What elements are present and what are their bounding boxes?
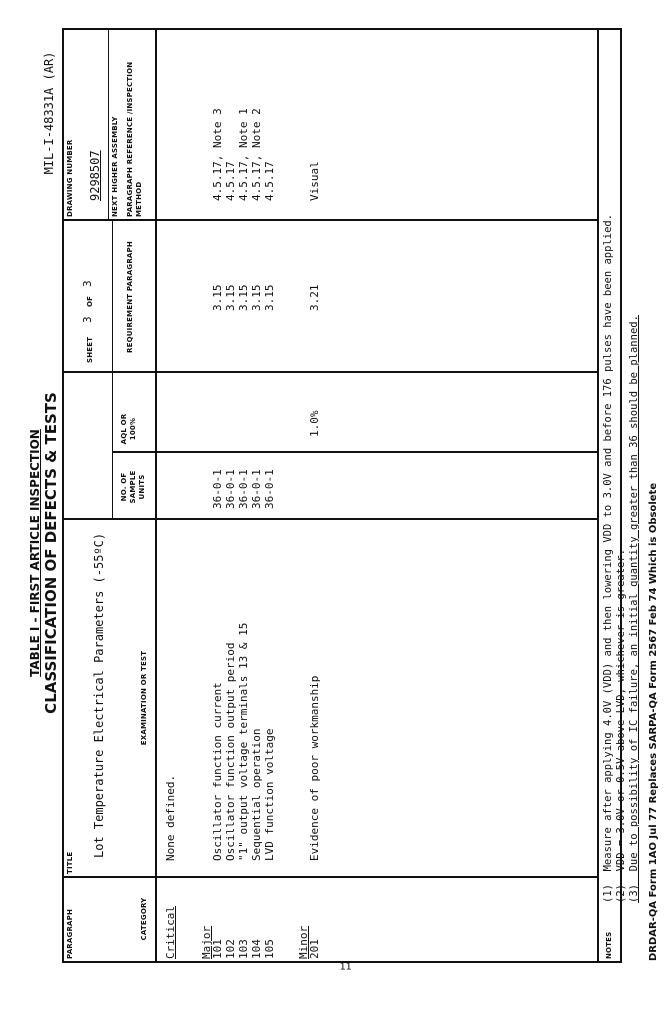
table-row-req: 3.15 bbox=[263, 284, 276, 311]
table-row-cat: 101 bbox=[211, 939, 224, 959]
major-heading: Major bbox=[200, 925, 213, 959]
table-row-cat: 201 bbox=[308, 939, 321, 959]
table-row-exam: LVD function voltage bbox=[263, 728, 276, 861]
table-row-ref: 4.5.17, Note 1 bbox=[237, 108, 250, 201]
table-row-ref: 4.5.17 bbox=[263, 161, 276, 201]
drawing-number-label: DRAWING NUMBER bbox=[66, 139, 74, 217]
table-row-cat: 104 bbox=[250, 939, 263, 959]
col-examination: EXAMINATION OR TEST bbox=[140, 650, 148, 746]
table-row-sample: 36-0-1 bbox=[224, 469, 237, 509]
table-row-cat: 103 bbox=[237, 939, 250, 959]
col-aql: AQL OR 100% bbox=[120, 413, 137, 445]
sheet-total: 3 bbox=[81, 280, 94, 287]
table-row-aql: 1.0% bbox=[308, 410, 321, 437]
table-row-ref: 4.5.17 bbox=[224, 161, 237, 201]
table-subtitle: CLASSIFICATION OF DEFECTS & TESTS bbox=[42, 392, 60, 714]
spec-number: MIL-I-48331A (AR) bbox=[42, 51, 56, 175]
note-2: (2) VDD = 3.0V or 0.5V above LVD, whichever is greater. bbox=[615, 548, 627, 903]
table-row-req: 3.15 bbox=[250, 284, 263, 311]
table-row-exam: Evidence of poor workmanship bbox=[308, 675, 321, 861]
note-1: (1) Measure after applying 4.0V (VDD) and then lowering VDD to 3.0V and before 176 pulses have been applied. bbox=[602, 213, 614, 903]
minor-heading: Minor bbox=[297, 925, 310, 959]
title-value: Lot Temperature Electrical Parameters (-55ºC) bbox=[92, 532, 106, 858]
next-higher-assembly-label: NEXT HIGHER ASSEMBLY bbox=[111, 116, 119, 217]
notes-label: NOTES bbox=[605, 931, 613, 959]
table-row-cat: 105 bbox=[263, 939, 276, 959]
table-row-ref: 4.5.17, Note 2 bbox=[250, 108, 263, 201]
table-row-sample: 36-0-1 bbox=[237, 469, 250, 509]
page-number: 11 bbox=[339, 961, 352, 973]
note-3: (3) Due to possibility of IC failure, an initial quantity greater than 36 should be planned. bbox=[628, 315, 640, 903]
col-sample-units: NO. OF SAMPLE UNITS bbox=[120, 470, 146, 504]
table-title: TABLE I - FIRST ARTICLE INSPECTION bbox=[28, 429, 42, 677]
table-row-req: 3.15 bbox=[237, 284, 250, 311]
critical-heading: Critical bbox=[164, 906, 177, 959]
table-row-ref: Visual bbox=[308, 161, 321, 201]
critical-text: None defined. bbox=[164, 774, 177, 861]
title-label: TITLE bbox=[66, 851, 74, 874]
table-row-exam: "1" output voltage terminals 13 & 15 bbox=[237, 622, 250, 861]
table-row-req: 3.15 bbox=[224, 284, 237, 311]
table-row-req: 3.21 bbox=[308, 284, 321, 311]
table-row-cat: 102 bbox=[224, 939, 237, 959]
table-row-ref: 4.5.17, Note 3 bbox=[211, 108, 224, 201]
table-row-exam: Oscillator function output period bbox=[224, 642, 237, 861]
table-row-exam: Sequential operation bbox=[250, 728, 263, 861]
of-label: OF bbox=[86, 295, 94, 307]
table-row-sample: 36-0-1 bbox=[211, 469, 224, 509]
form-footer: DRDAR-QA Form 1AO Jul 77 Replaces SARPA-QA Form 2567 Feb 74 Which is Obsolete bbox=[648, 482, 659, 961]
col-category: CATEGORY bbox=[140, 897, 148, 941]
sheet-number: 3 bbox=[81, 316, 94, 323]
drawing-number: 9298507 bbox=[88, 150, 102, 201]
table-row-exam: Oscillator function current bbox=[211, 682, 224, 861]
table-row-req: 3.15 bbox=[211, 284, 224, 311]
table-row-sample: 36-0-1 bbox=[263, 469, 276, 509]
col-requirement: REQUIREMENT PARAGRAPH bbox=[126, 241, 134, 353]
sheet-label: SHEET bbox=[86, 336, 94, 363]
table-row-sample: 36-0-1 bbox=[250, 469, 263, 509]
paragraph-label: PARAGRAPH bbox=[66, 908, 74, 959]
col-reference: PARAGRAPH REFERENCE /INSPECTION METHOD bbox=[126, 61, 143, 217]
